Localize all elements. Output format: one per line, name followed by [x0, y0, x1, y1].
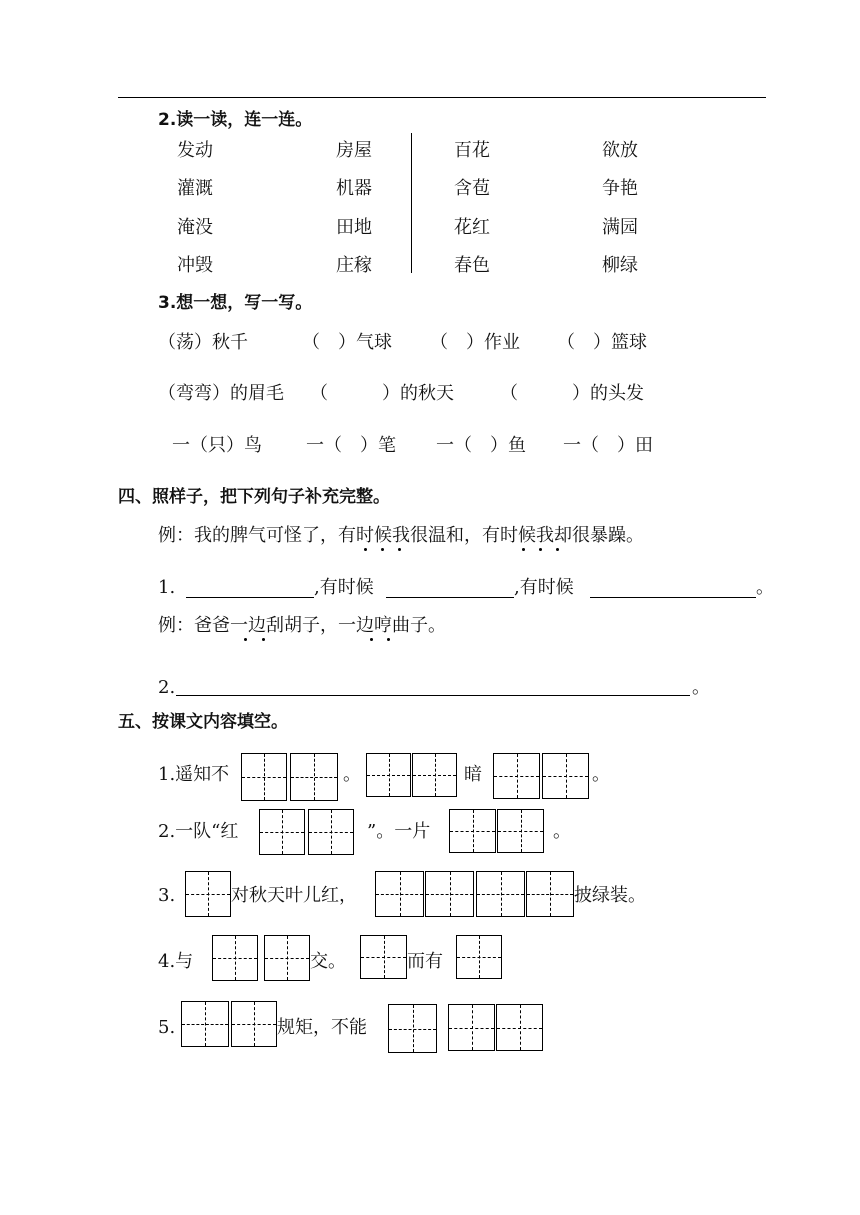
answer-line[interactable] — [176, 695, 690, 696]
fill-r1-4: （ ）篮球 — [557, 332, 647, 353]
emphasis-dot — [244, 638, 247, 641]
emphasis-dot — [387, 638, 390, 641]
emphasis-dot — [539, 548, 542, 551]
question-1-period: 。 — [756, 577, 774, 598]
word-c2-1: 房屋 — [336, 140, 372, 161]
fill-r3-3: 一（ ）鱼 — [436, 435, 526, 456]
word-c4-1: 欲放 — [602, 140, 638, 161]
column-divider — [411, 133, 412, 273]
example-sentence-1: 例：我的脾气可怪了，有时候我很温和，有时候我却很暴躁。 — [158, 525, 644, 546]
char-box[interactable] — [231, 1001, 277, 1047]
word-c4-2: 争艳 — [602, 178, 638, 199]
poem-line-4-c: 而有 — [407, 951, 443, 972]
question-2-number: 2. — [158, 677, 176, 698]
fill-r2-1: （弯弯）的眉毛 — [158, 383, 284, 404]
char-box[interactable] — [526, 871, 574, 917]
answer-line[interactable] — [386, 597, 514, 598]
word-c1-4: 冲毁 — [177, 255, 213, 276]
word-c1-3: 淹没 — [177, 217, 213, 238]
char-box[interactable] — [425, 871, 474, 917]
poem-line-3-b: 对秋天叶儿红， — [231, 885, 357, 906]
poem-line-5-a: 5. — [158, 1017, 176, 1038]
word-c2-4: 庄稼 — [336, 255, 372, 276]
fill-r2-3: （ ）的头发 — [500, 383, 644, 404]
word-c2-2: 机器 — [336, 178, 372, 199]
char-box[interactable] — [456, 935, 502, 979]
emphasis-dot — [556, 548, 559, 551]
poem-line-3-c: 披绿装。 — [574, 885, 646, 906]
word-c4-4: 柳绿 — [602, 255, 638, 276]
emphasis-dot — [364, 548, 367, 551]
word-c1-2: 灌溉 — [177, 178, 213, 199]
poem-line-3-a: 3. — [158, 885, 176, 906]
question-1-connector: ,有时候 — [314, 577, 374, 598]
char-box[interactable] — [375, 871, 424, 917]
char-box[interactable] — [360, 935, 407, 979]
part4-title: 四、照样子，把下列句子补充完整。 — [118, 487, 390, 507]
char-box[interactable] — [388, 1004, 437, 1053]
word-c3-1: 百花 — [454, 140, 490, 161]
char-box[interactable] — [476, 871, 525, 917]
emphasis-dot — [381, 548, 384, 551]
char-box[interactable] — [181, 1001, 229, 1047]
poem-line-1-b: 。 — [343, 764, 361, 785]
char-box[interactable] — [493, 753, 540, 799]
poem-line-1-a: 1.遥知不 — [158, 764, 230, 785]
word-c1-1: 发动 — [177, 140, 213, 161]
poem-line-4-a: 4.与 — [158, 951, 194, 972]
poem-line-2-c: 。 — [553, 821, 571, 842]
fill-r1-1: （荡）秋千 — [158, 332, 248, 353]
char-box[interactable] — [259, 809, 305, 855]
section3-title: 3.想一想，写一写。 — [158, 293, 313, 313]
top-rule — [118, 97, 766, 98]
char-box[interactable] — [185, 871, 231, 917]
part5-title: 五、按课文内容填空。 — [118, 712, 288, 732]
char-box[interactable] — [496, 1004, 543, 1051]
word-c3-3: 花红 — [454, 217, 490, 238]
char-box[interactable] — [412, 753, 457, 797]
char-box[interactable] — [449, 809, 496, 853]
char-box[interactable] — [264, 935, 310, 981]
fill-r2-2: （ ）的秋天 — [310, 383, 454, 404]
char-box[interactable] — [290, 753, 338, 801]
word-c3-4: 春色 — [454, 255, 490, 276]
char-box[interactable] — [448, 1004, 495, 1051]
emphasis-dot — [262, 638, 265, 641]
poem-line-5-b: 规矩，不能 — [277, 1017, 367, 1038]
char-box[interactable] — [497, 809, 544, 853]
poem-line-2-b: ”。一片 — [367, 821, 431, 842]
example-sentence-2: 例：爸爸一边刮胡子，一边哼曲子。 — [158, 615, 446, 636]
poem-line-2-a: 2.一队“红 — [158, 821, 239, 842]
fill-r3-2: 一（ ）笔 — [306, 435, 396, 456]
char-box[interactable] — [308, 809, 354, 855]
poem-line-1-c: 暗 — [464, 764, 482, 785]
question-1-connector: ,有时候 — [514, 577, 574, 598]
answer-line[interactable] — [186, 597, 314, 598]
section2-title: 2.读一读，连一连。 — [158, 110, 313, 130]
emphasis-dot — [522, 548, 525, 551]
fill-r1-2: （ ）气球 — [302, 332, 392, 353]
answer-line[interactable] — [590, 597, 756, 598]
fill-r3-1: 一（只）鸟 — [172, 435, 262, 456]
emphasis-dot — [398, 548, 401, 551]
char-box[interactable] — [366, 753, 411, 797]
fill-r3-4: 一（ ）田 — [563, 435, 653, 456]
word-c2-3: 田地 — [336, 217, 372, 238]
fill-r1-3: （ ）作业 — [430, 332, 520, 353]
char-box[interactable] — [241, 753, 287, 801]
poem-line-4-b: 交。 — [310, 951, 346, 972]
word-c3-2: 含苞 — [454, 178, 490, 199]
emphasis-dot — [370, 638, 373, 641]
word-c4-3: 满园 — [602, 217, 638, 238]
char-box[interactable] — [212, 935, 258, 981]
poem-line-1-d: 。 — [592, 764, 610, 785]
char-box[interactable] — [542, 753, 589, 799]
question-2-period: 。 — [692, 677, 710, 698]
question-1-number: 1. — [158, 577, 176, 598]
